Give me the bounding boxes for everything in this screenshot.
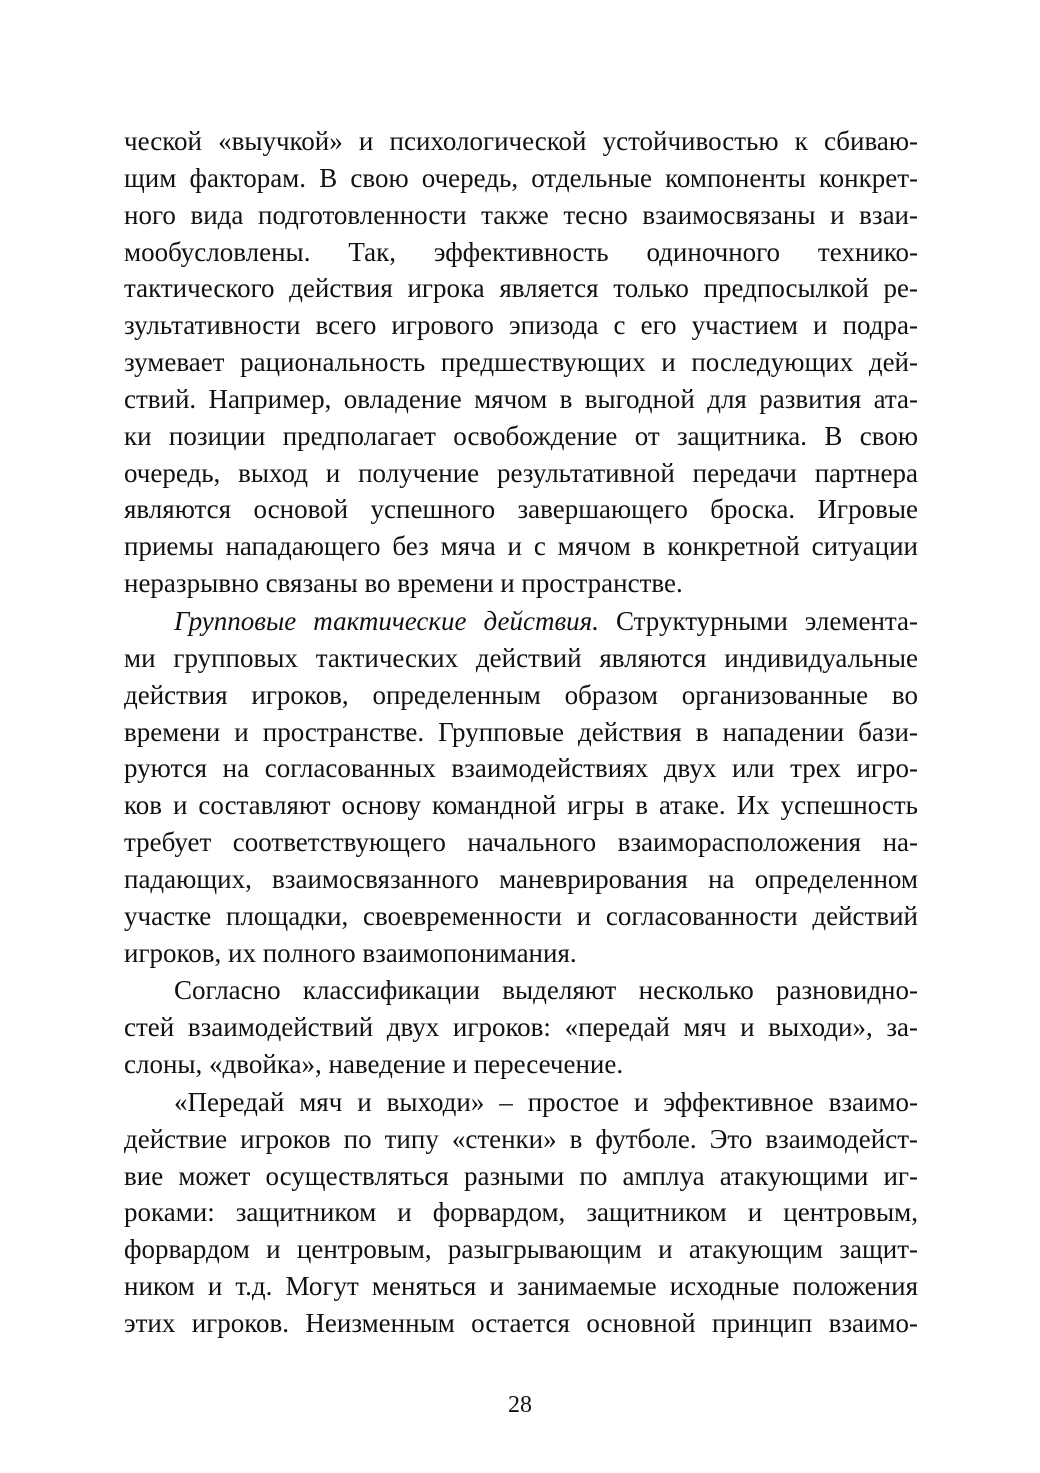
text-line: приемы нападающего без мяча и с мячом в конкретной ситуации — [124, 531, 918, 562]
text-line: Согласно классификации выделяют несколько разновидно- — [174, 975, 918, 1006]
paragraph-1 — [124, 123, 918, 602]
text-line: форвардом и центровым, разыгрывающим и атакующим защит- — [124, 1234, 918, 1265]
page-body — [124, 123, 918, 1342]
text-line: «Передай мяч и выходи» – простое и эффективное взаимо- — [174, 1086, 918, 1117]
text-line: стей взаимодействий двух игроков: «передай мяч и выходи», за- — [124, 1012, 918, 1043]
text-line: участке площадки, своевременности и согласованности действий — [124, 900, 918, 931]
text-line: мообусловлены. Так, эффективность одиночного технико- — [124, 236, 918, 267]
text-line: зумевает рациональность предшествующих и последующих дей- — [124, 347, 918, 378]
text-line: действие игроков по типу «стенки» в футболе. Это взаимодейст- — [124, 1123, 918, 1154]
text-line — [124, 603, 918, 640]
paragraph-4 — [124, 1084, 918, 1342]
text-line: роками: защитником и форвардом, защитником и центровым, — [124, 1197, 918, 1228]
text-line: падающих, взаимосвязанного маневрирования на определенном — [124, 863, 918, 894]
text-line: ми групповых тактических действий являются индивидуальные — [124, 642, 918, 673]
paragraph-2 — [124, 603, 918, 971]
text-line: являются основой успешного завершающего броска. Игровые — [124, 494, 918, 525]
text-line: руются на согласованных взаимодействиях двух или трех игро- — [124, 753, 918, 784]
text-line: требует соответствующего начального взаиморасположения на- — [124, 827, 918, 858]
text-line: ки позиции предполагает освобождение от защитника. В свою — [124, 420, 918, 451]
text-line: времени и пространстве. Групповые действия в нападении бази- — [124, 716, 918, 747]
text-line: ков и составляют основу командной игры в атаке. Их успешность — [124, 790, 918, 821]
text-line: слоны, «двойка», наведение и пересечение. — [124, 1049, 624, 1080]
paragraph-3 — [124, 972, 918, 1083]
text-line: действия игроков, определенным образом организованные во — [124, 679, 918, 710]
text-line: зультативности всего игрового эпизода с его участием и подра- — [124, 310, 918, 341]
text-line: ческой «выучкой» и психологической устойчивостью к сбиваю- — [124, 126, 918, 156]
text-line: щим факторам. В свою очередь, отдельные компоненты конкрет- — [124, 162, 918, 193]
section-heading: Групповые тактические действия. — [174, 605, 599, 636]
heading-continuation: Структурными элемента- — [598, 605, 918, 636]
text-line: ником и т.д. Могут меняться и занимаемые исходные положения — [124, 1271, 918, 1302]
text-line: игроков, их полного взаимопонимания. — [124, 937, 577, 968]
text-line: тактического действия игрока является только предпосылкой ре- — [124, 273, 918, 304]
text-line: вие может осуществляться разными по амплуа атакующими иг- — [124, 1160, 918, 1191]
text-line: неразрывно связаны во времени и пространстве. — [124, 568, 683, 599]
text-line: ствий. Например, овладение мячом в выгодной для развития ата- — [124, 383, 918, 414]
text-line: ного вида подготовленности также тесно взаимосвязаны и взаи- — [124, 199, 918, 230]
page-number: 28 — [508, 1392, 532, 1418]
text-line: очередь, выход и получение результативной передачи партнера — [124, 457, 918, 488]
text-line: этих игроков. Неизменным остается основной принцип взаимо- — [124, 1308, 918, 1338]
